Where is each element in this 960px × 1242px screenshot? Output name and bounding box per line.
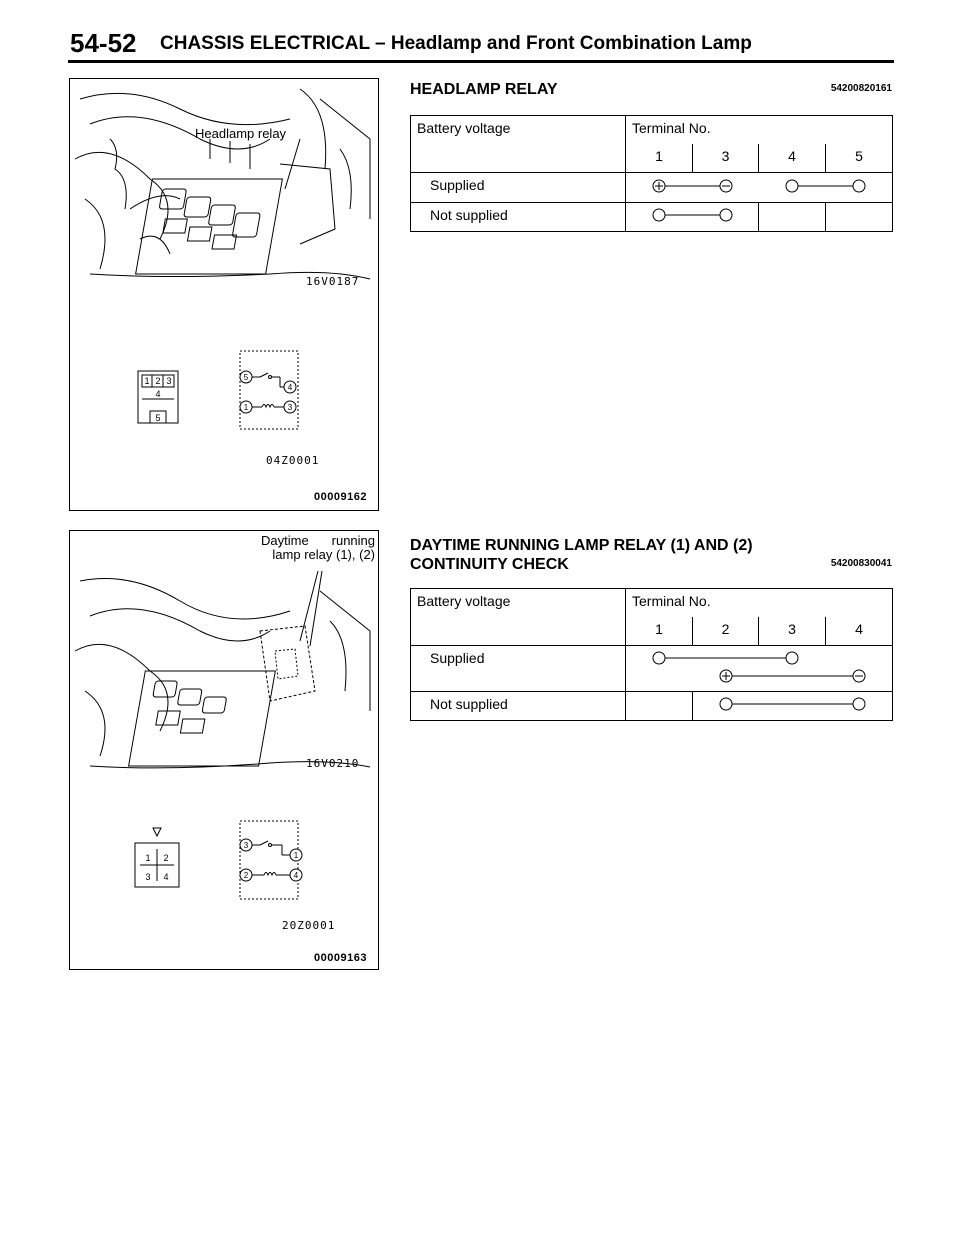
section-code: 54200830041 bbox=[830, 558, 892, 569]
row-label: Supplied bbox=[411, 646, 626, 692]
figure-id: 00009163 bbox=[314, 952, 367, 964]
section-title: CHASSIS ELECTRICAL – Headlamp and Front Combination Lamp bbox=[160, 33, 752, 54]
relay-pin-label: 3 bbox=[287, 403, 293, 412]
drl-relay-section bbox=[410, 536, 892, 721]
continuity-table bbox=[410, 115, 893, 232]
row-label: Supplied bbox=[411, 173, 626, 203]
connector-pin-label: 5 bbox=[155, 413, 161, 423]
relay-pin-label: 4 bbox=[293, 871, 299, 880]
figure-id: 00009162 bbox=[314, 491, 367, 503]
relay-pin-label: 1 bbox=[293, 851, 299, 860]
section-heading: DAYTIME RUNNING LAMP RELAY (1) AND (2) CONTINUITY CHECK 54200830041 bbox=[410, 537, 892, 573]
continuity-symbols bbox=[626, 203, 759, 227]
headlamp-relay-figure bbox=[69, 78, 379, 511]
figure-callout: lamp relay (1), (2) bbox=[272, 547, 375, 562]
image-code: 16V0187 bbox=[306, 275, 360, 288]
figure-callout: Daytime running bbox=[261, 533, 375, 548]
section-heading: HEADLAMP RELAY 54200820161 bbox=[410, 81, 892, 98]
diagram-code: 04Z0001 bbox=[266, 454, 320, 467]
relay-pin-label: 4 bbox=[287, 383, 293, 392]
terminal-label: 4 bbox=[759, 144, 826, 173]
terminal-label: 5 bbox=[826, 144, 893, 173]
table-row bbox=[411, 203, 893, 232]
terminal-no-header: Terminal No. bbox=[626, 589, 893, 618]
continuity-symbols bbox=[626, 173, 893, 199]
drl-relay-figure bbox=[69, 530, 379, 970]
connector-pin-label: 1 bbox=[144, 376, 150, 386]
connector-pin-label: 4 bbox=[155, 389, 161, 399]
row-label: Not supplied bbox=[411, 203, 626, 232]
headlamp-relay-section bbox=[410, 80, 892, 232]
terminal-label: 1 bbox=[626, 617, 693, 646]
relay-pin-label: 5 bbox=[243, 373, 249, 382]
terminal-label: 3 bbox=[693, 144, 759, 173]
engine-compartment-illustration bbox=[70, 531, 378, 969]
continuity-symbols bbox=[626, 646, 893, 688]
terminal-label: 4 bbox=[826, 617, 893, 646]
connector-pin-label: 2 bbox=[155, 376, 161, 386]
relay-pin-label: 3 bbox=[243, 841, 249, 850]
image-code: 16V0210 bbox=[306, 757, 360, 770]
terminal-no-header: Terminal No. bbox=[626, 116, 893, 145]
terminal-label: 2 bbox=[693, 617, 759, 646]
relay-pin-label: 1 bbox=[243, 403, 249, 412]
table-row bbox=[411, 646, 893, 692]
terminal-label: 1 bbox=[626, 144, 693, 173]
battery-voltage-header: Battery voltage bbox=[411, 116, 626, 173]
continuity-table bbox=[410, 588, 893, 721]
header-rule bbox=[68, 60, 894, 63]
page-number: 54-52 bbox=[70, 28, 137, 58]
connector-pin-label: 4 bbox=[163, 872, 169, 882]
row-label: Not supplied bbox=[411, 692, 626, 721]
section-code: 54200820161 bbox=[830, 83, 892, 94]
connector-pin-label: 3 bbox=[145, 872, 151, 882]
engine-compartment-illustration bbox=[70, 79, 378, 510]
connector-pin-label: 3 bbox=[166, 376, 172, 386]
figure-callout: Headlamp relay bbox=[195, 126, 287, 141]
connector-pin-label: 1 bbox=[145, 853, 151, 863]
diagram-code: 20Z0001 bbox=[282, 919, 336, 932]
table-row bbox=[411, 173, 893, 203]
relay-pin-label: 2 bbox=[243, 871, 249, 880]
continuity-symbols bbox=[693, 692, 893, 716]
connector-pin-label: 2 bbox=[163, 853, 169, 863]
battery-voltage-header: Battery voltage bbox=[411, 589, 626, 646]
terminal-label: 3 bbox=[759, 617, 826, 646]
table-row bbox=[411, 692, 893, 721]
